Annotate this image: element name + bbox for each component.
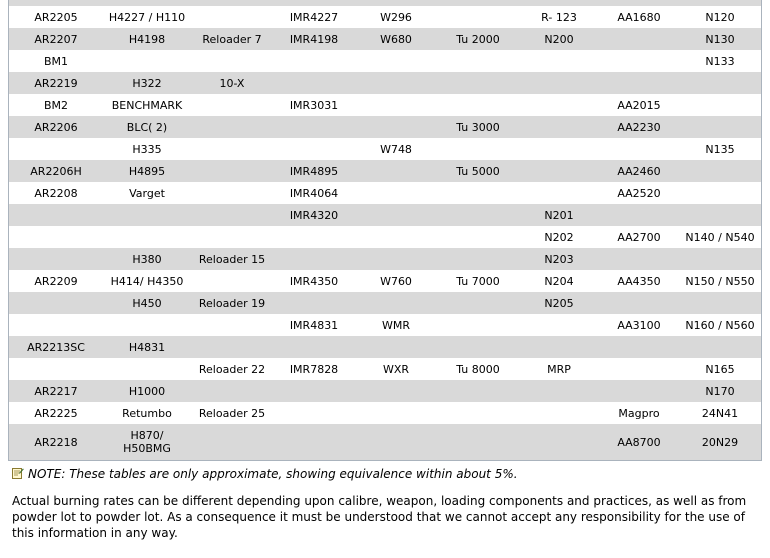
table-cell: N203 xyxy=(519,248,599,270)
powder-equivalence-table xyxy=(8,0,762,461)
table-cell xyxy=(355,292,437,314)
table-cell xyxy=(437,314,519,336)
table-cell xyxy=(519,72,599,94)
disclaimer-text: Actual burning rates can be different depending upon calibre, weapon, loading components and practices, as well as from powder lot to powder lot. As a consequence it must be understood that we cannot accept any responsibility for the use of this information in any way. xyxy=(12,494,747,540)
table-cell xyxy=(9,138,103,160)
table-cell xyxy=(9,204,103,226)
table-cell xyxy=(191,336,273,358)
table-cell xyxy=(679,182,761,204)
table-cell xyxy=(355,424,437,460)
table-cell: IMR4320 xyxy=(273,204,355,226)
table-cell xyxy=(355,50,437,72)
table-cell xyxy=(437,6,519,28)
table-row xyxy=(9,138,761,160)
table-cell: N204 xyxy=(519,270,599,292)
table-row xyxy=(9,358,761,380)
table-cell xyxy=(599,248,679,270)
table-cell: AA2460 xyxy=(599,160,679,182)
table-cell xyxy=(355,160,437,182)
table-cell xyxy=(191,50,273,72)
table-cell: Varget xyxy=(103,182,191,204)
table-cell xyxy=(191,6,273,28)
table-cell xyxy=(437,50,519,72)
table-cell: H335 xyxy=(103,138,191,160)
table-cell xyxy=(191,270,273,292)
table-cell: IMR4831 xyxy=(273,314,355,336)
note-line xyxy=(12,466,762,482)
table-row xyxy=(9,6,761,28)
table-cell: AR2208 xyxy=(9,182,103,204)
table-cell xyxy=(355,248,437,270)
table-cell xyxy=(599,380,679,402)
table-cell xyxy=(437,94,519,116)
table-cell: Tu 3000 xyxy=(437,116,519,138)
table-cell: IMR4198 xyxy=(273,28,355,50)
table-cell: WMR xyxy=(355,314,437,336)
table-row xyxy=(9,50,761,72)
table-cell: Reloader 22 xyxy=(191,358,273,380)
table-cell: N120 xyxy=(679,6,761,28)
table-cell xyxy=(9,292,103,314)
table-cell xyxy=(437,402,519,424)
table-cell xyxy=(355,380,437,402)
table-cell xyxy=(191,204,273,226)
table-cell xyxy=(103,226,191,248)
table-cell: AR2219 xyxy=(9,72,103,94)
table-cell xyxy=(355,204,437,226)
table-cell xyxy=(273,248,355,270)
table-cell: AR2207 xyxy=(9,28,103,50)
table-cell: N130 xyxy=(679,28,761,50)
table-cell xyxy=(519,116,599,138)
table-row xyxy=(9,72,761,94)
table-row xyxy=(9,226,761,248)
table-cell xyxy=(273,72,355,94)
table-cell: BM2 xyxy=(9,94,103,116)
table-row xyxy=(9,160,761,182)
table-cell xyxy=(273,336,355,358)
table-cell: H1000 xyxy=(103,380,191,402)
table-cell: N170 xyxy=(679,380,761,402)
table-cell xyxy=(599,72,679,94)
table-cell xyxy=(519,314,599,336)
table-cell xyxy=(191,94,273,116)
table-cell: R- 123 xyxy=(519,6,599,28)
table-cell xyxy=(437,248,519,270)
table-cell xyxy=(191,424,273,460)
table-row xyxy=(9,402,761,424)
table-cell xyxy=(437,226,519,248)
table-cell xyxy=(519,380,599,402)
table-cell: N201 xyxy=(519,204,599,226)
table-cell: N200 xyxy=(519,28,599,50)
table-cell xyxy=(191,116,273,138)
table-cell xyxy=(519,336,599,358)
table-cell: AR2205 xyxy=(9,6,103,28)
table-cell: Reloader 25 xyxy=(191,402,273,424)
table-row xyxy=(9,270,761,292)
table-cell: BENCHMARK xyxy=(103,94,191,116)
table-row xyxy=(9,424,761,460)
table-cell: Tu 2000 xyxy=(437,28,519,50)
table-cell: Reloader 19 xyxy=(191,292,273,314)
table-cell: 24N41 xyxy=(679,402,761,424)
table-cell: AA2230 xyxy=(599,116,679,138)
table-row xyxy=(9,204,761,226)
table-cell: AA8700 xyxy=(599,424,679,460)
table-cell xyxy=(519,424,599,460)
table-cell: H414/ H4350 xyxy=(103,270,191,292)
table-row xyxy=(9,182,761,204)
table-cell xyxy=(191,138,273,160)
table-cell: IMR4350 xyxy=(273,270,355,292)
table-cell xyxy=(273,292,355,314)
table-cell: AR2217 xyxy=(9,380,103,402)
table-cell: N135 xyxy=(679,138,761,160)
table-body xyxy=(9,6,761,460)
table-cell xyxy=(355,226,437,248)
table-cell xyxy=(9,314,103,336)
table-cell: H322 xyxy=(103,72,191,94)
table-cell: H380 xyxy=(103,248,191,270)
table-cell: H4895 xyxy=(103,160,191,182)
table-cell xyxy=(191,380,273,402)
table-cell xyxy=(679,72,761,94)
table-row xyxy=(9,292,761,314)
table-cell xyxy=(273,138,355,160)
table-row xyxy=(9,28,761,50)
table-cell xyxy=(437,336,519,358)
table-cell xyxy=(437,182,519,204)
table-cell xyxy=(679,94,761,116)
table-cell: Reloader 7 xyxy=(191,28,273,50)
table-cell: AA3100 xyxy=(599,314,679,336)
table-cell xyxy=(273,226,355,248)
table-cell: AR2209 xyxy=(9,270,103,292)
table-cell: H4227 / H110 xyxy=(103,6,191,28)
note-icon xyxy=(12,467,24,479)
table-cell xyxy=(355,94,437,116)
table-cell: H4198 xyxy=(103,28,191,50)
table-cell: IMR4895 xyxy=(273,160,355,182)
table-cell xyxy=(679,248,761,270)
table-cell: Retumbo xyxy=(103,402,191,424)
table-cell: AA4350 xyxy=(599,270,679,292)
table-cell: AA2700 xyxy=(599,226,679,248)
table-cell xyxy=(679,116,761,138)
table-cell xyxy=(355,116,437,138)
table-cell: AR2213SC xyxy=(9,336,103,358)
table-cell: BM1 xyxy=(9,50,103,72)
table-cell xyxy=(437,204,519,226)
table-cell: N133 xyxy=(679,50,761,72)
table-cell xyxy=(355,182,437,204)
table-cell: MRP xyxy=(519,358,599,380)
table-cell xyxy=(599,204,679,226)
table-cell: W748 xyxy=(355,138,437,160)
table-cell xyxy=(599,28,679,50)
table-cell xyxy=(679,160,761,182)
table-cell xyxy=(103,314,191,336)
table-cell xyxy=(273,116,355,138)
table-cell xyxy=(273,402,355,424)
table-cell: AA1680 xyxy=(599,6,679,28)
table-cell: N160 / N560 xyxy=(679,314,761,336)
table-cell xyxy=(355,402,437,424)
table-cell: Tu 5000 xyxy=(437,160,519,182)
table-cell xyxy=(437,72,519,94)
table-cell: 10-X xyxy=(191,72,273,94)
table-cell xyxy=(599,358,679,380)
table-row xyxy=(9,94,761,116)
table-cell: N165 xyxy=(679,358,761,380)
table-cell xyxy=(191,160,273,182)
table-cell: N205 xyxy=(519,292,599,314)
table-cell: WXR xyxy=(355,358,437,380)
table-cell: Magpro xyxy=(599,402,679,424)
table-cell xyxy=(273,424,355,460)
table-cell xyxy=(599,336,679,358)
table-cell xyxy=(519,94,599,116)
table-cell xyxy=(519,50,599,72)
table-cell: Tu 8000 xyxy=(437,358,519,380)
table-row xyxy=(9,248,761,270)
table-cell: W680 xyxy=(355,28,437,50)
table-cell: AR2206 xyxy=(9,116,103,138)
table-cell xyxy=(599,50,679,72)
table-cell xyxy=(9,248,103,270)
table-cell xyxy=(273,50,355,72)
table-cell xyxy=(273,380,355,402)
table-cell xyxy=(355,72,437,94)
table-cell: AA2015 xyxy=(599,94,679,116)
table-cell: H870/ H50BMG xyxy=(103,424,191,460)
table-cell xyxy=(103,204,191,226)
table-cell: 20N29 xyxy=(679,424,761,460)
table-cell xyxy=(191,182,273,204)
table-cell xyxy=(679,204,761,226)
table-row xyxy=(9,336,761,358)
table-cell: IMR7828 xyxy=(273,358,355,380)
table-cell xyxy=(599,292,679,314)
table-cell xyxy=(103,50,191,72)
table-cell xyxy=(191,314,273,336)
table-cell xyxy=(437,292,519,314)
table-cell xyxy=(519,402,599,424)
table-row xyxy=(9,116,761,138)
table-cell: Tu 7000 xyxy=(437,270,519,292)
table-cell: H4831 xyxy=(103,336,191,358)
table-cell: N202 xyxy=(519,226,599,248)
table-cell xyxy=(679,336,761,358)
table-cell: IMR4227 xyxy=(273,6,355,28)
table-cell: AR2206H xyxy=(9,160,103,182)
table-cell xyxy=(9,358,103,380)
table-cell: AA2520 xyxy=(599,182,679,204)
table-cell: N150 / N550 xyxy=(679,270,761,292)
table-cell: W296 xyxy=(355,6,437,28)
table-cell xyxy=(191,226,273,248)
table-cell xyxy=(355,336,437,358)
table-cell: AR2218 xyxy=(9,424,103,460)
table-cell: H450 xyxy=(103,292,191,314)
table-cell xyxy=(519,138,599,160)
table-cell xyxy=(519,182,599,204)
table-cell xyxy=(9,226,103,248)
table-cell: BLC( 2) xyxy=(103,116,191,138)
table-cell: IMR4064 xyxy=(273,182,355,204)
powder-table xyxy=(9,6,761,460)
table-cell xyxy=(679,292,761,314)
table-cell xyxy=(437,138,519,160)
table-cell: N140 / N540 xyxy=(679,226,761,248)
table-cell xyxy=(519,160,599,182)
table-cell: W760 xyxy=(355,270,437,292)
table-cell xyxy=(103,358,191,380)
table-cell: AR2225 xyxy=(9,402,103,424)
note-text: NOTE: These tables are only approximate, showing equivalence within about 5%. xyxy=(28,467,518,481)
table-cell: Reloader 15 xyxy=(191,248,273,270)
table-row xyxy=(9,380,761,402)
table-cell xyxy=(437,424,519,460)
table-cell: IMR3031 xyxy=(273,94,355,116)
table-cell xyxy=(599,138,679,160)
table-cell xyxy=(437,380,519,402)
table-row xyxy=(9,314,761,336)
